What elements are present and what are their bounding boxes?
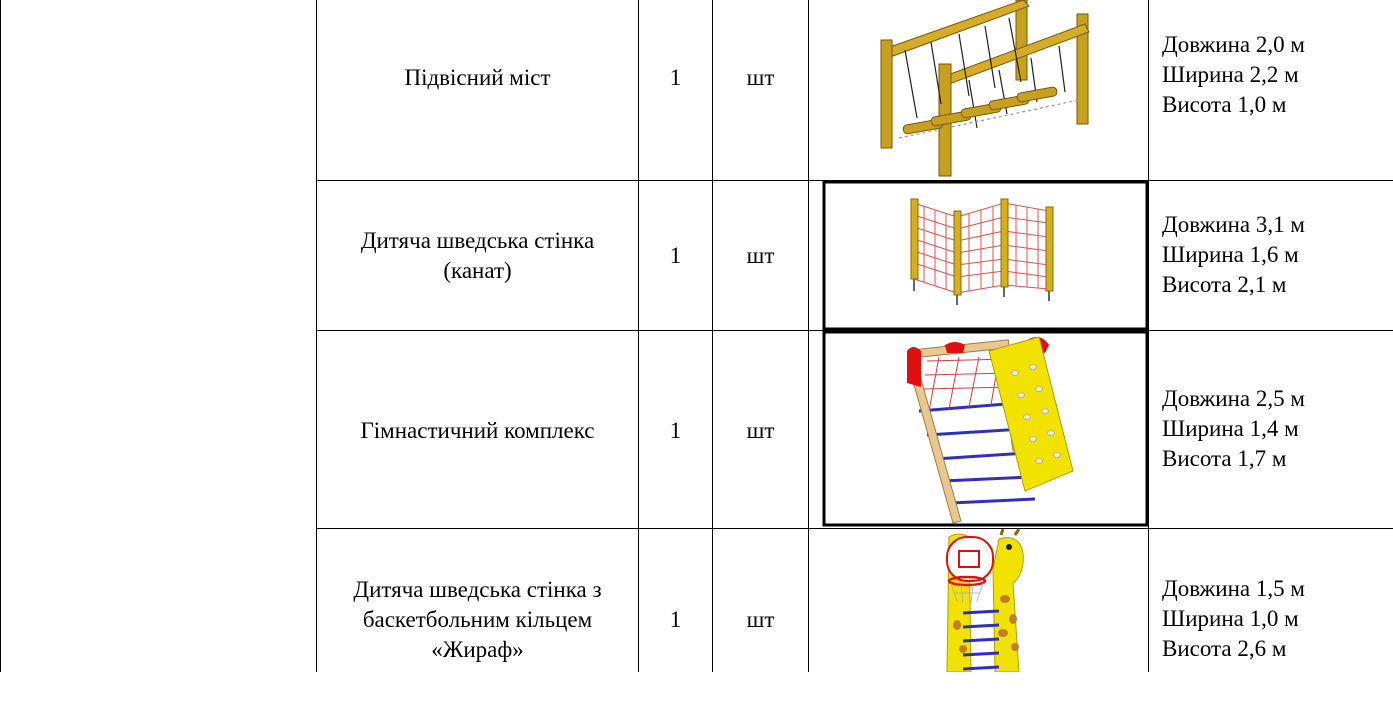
length-value: Довжина 1,5 м	[1162, 576, 1305, 601]
height-value: Висота 2,1 м	[1162, 272, 1287, 297]
length-value: Довжина 2,0 м	[1162, 32, 1305, 57]
quantity-cell: 1	[669, 418, 682, 443]
suspension-bridge-illustration	[809, 0, 1148, 180]
unit-cell: шт	[746, 64, 775, 90]
page-left-border	[0, 0, 1, 672]
height-value: Висота 2,6 м	[1162, 636, 1287, 661]
gymnastic-complex-illustration	[809, 331, 1148, 528]
dimensions-cell	[1162, 574, 1392, 670]
column-divider	[1148, 0, 1149, 672]
unit-cell: шт	[746, 607, 775, 632]
unit-cell: шт	[746, 243, 775, 268]
quantity-cell: 1	[669, 607, 682, 632]
width-value: Ширина 2,2 м	[1162, 62, 1299, 87]
item-name-line: Дитяча шведська стінка	[360, 228, 595, 253]
giraffe-basketball-wall-illustration	[809, 529, 1148, 672]
item-name-cell	[317, 0, 638, 155]
item-name-line: «Жираф»	[431, 637, 524, 662]
length-value: Довжина 3,1 м	[1162, 212, 1305, 237]
length-value: Довжина 2,5 м	[1162, 386, 1305, 411]
dimensions-cell	[1162, 30, 1392, 126]
item-name-line: Дитяча шведська стінка з	[353, 577, 602, 602]
width-value: Ширина 1,4 м	[1162, 416, 1299, 441]
quantity-cell: 1	[669, 64, 682, 90]
item-name-cell	[317, 331, 638, 531]
dimensions-cell	[1162, 210, 1392, 306]
dimensions-cell	[1162, 384, 1392, 480]
unit-cell: шт	[746, 418, 775, 443]
item-name-line: баскетбольним кільцем	[362, 607, 593, 632]
item-name-line: Гімнастичний комплекс	[360, 418, 595, 443]
height-value: Висота 1,7 м	[1162, 446, 1287, 471]
width-value: Ширина 1,0 м	[1162, 606, 1299, 631]
height-value: Висота 1,0 м	[1162, 92, 1287, 117]
width-value: Ширина 1,6 м	[1162, 242, 1299, 267]
item-name-cell	[317, 181, 638, 331]
rope-wall-illustration	[809, 181, 1148, 331]
item-name-line: (канат)	[443, 258, 512, 283]
quantity-cell: 1	[669, 243, 682, 268]
item-name-line: Підвісний міст	[404, 64, 551, 90]
item-name-cell	[317, 529, 638, 711]
